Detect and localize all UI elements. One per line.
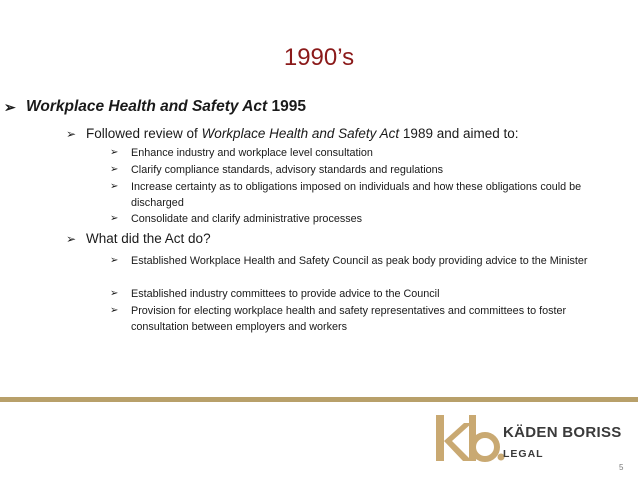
list-item [110,145,610,161]
sub-bullet-review-text [86,126,519,141]
arrow-bullet-icon: ➢ [110,213,119,224]
heading-act-name: Workplace Health and Safety Act [26,98,268,115]
page-number: 5 [619,463,624,472]
heading-year: 1995 [267,98,306,115]
review-post: 1989 and aimed to: [399,126,519,141]
list-item [110,303,610,335]
arrow-bullet-icon: ➢ [110,164,119,175]
heading-text [26,98,306,116]
slide-title: 1990’s [283,44,355,71]
list-item [110,253,610,269]
list-item-text: Provision for electing workplace health and safety representatives and committees to foster consultation between employers and workers [131,305,567,333]
arrow-bullet-icon: ➢ [4,99,16,115]
arrow-bullet-icon: ➢ [66,127,77,141]
gold-divider [0,397,638,402]
review-pre: Followed review of [86,126,202,141]
list-item-text: Established Workplace Health and Safety Council as peak body providing advice to the Minister [131,255,588,267]
list-item-text: Established industry committees to provide advice to the Council [131,288,440,300]
sub-bullet-review [66,126,519,141]
arrow-bullet-icon: ➢ [110,288,119,299]
list-item [110,286,610,302]
arrow-bullet-icon: ➢ [110,147,119,158]
arrow-bullet-icon: ➢ [110,305,119,316]
review-act-name: Workplace Health and Safety Act [201,126,400,141]
heading-bullet [4,98,306,116]
list-item-text: Enhance industry and workplace level consultation [131,147,373,159]
logo-name: KÄDEN BORISS [503,424,622,441]
list-item-text: Consolidate and clarify administrative processes [131,213,363,225]
sub-bullet-what-did [66,231,211,246]
list-item-text: Clarify compliance standards, advisory standards and regulations [131,164,444,176]
list-item [110,162,610,178]
logo-sub: LEGAL [503,448,544,460]
list-item [110,211,610,227]
list-item [110,179,610,211]
sub-bullet-what-did-text: What did the Act do? [86,231,211,246]
arrow-bullet-icon: ➢ [66,232,77,246]
arrow-bullet-icon: ➢ [110,181,119,192]
list-item-text: Increase certainty as to obligations imposed on individuals and how these obligations could be discharged [131,181,582,209]
arrow-bullet-icon: ➢ [110,255,119,266]
